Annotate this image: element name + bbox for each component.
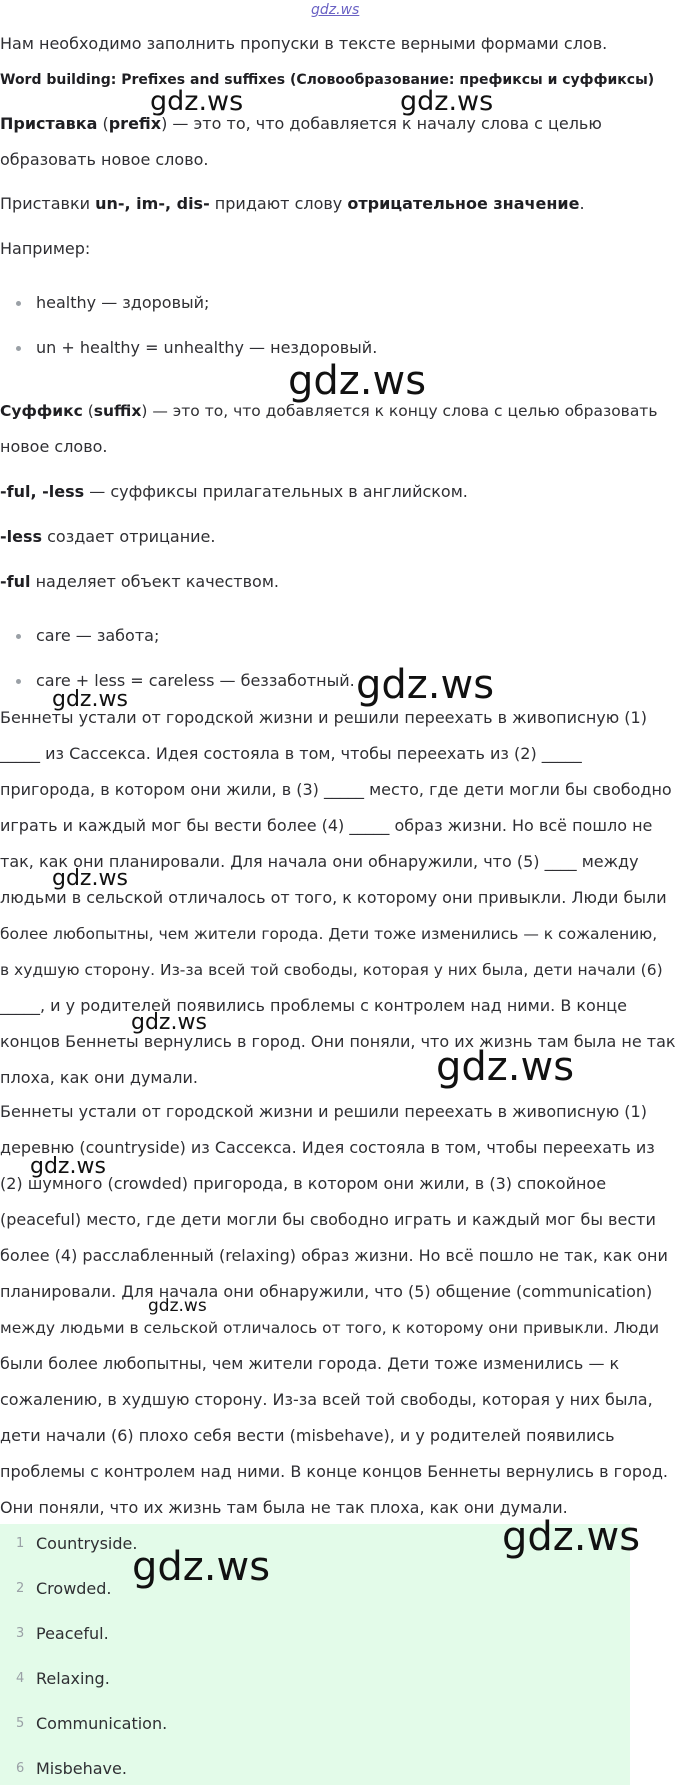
suffix-adjectives-rest: — суффиксы прилагательных в английском. [84, 482, 468, 501]
watermark: gdz.ws [30, 1154, 106, 1179]
watermark: gdz.ws [502, 1514, 641, 1560]
answer-text: Communication. [36, 1714, 168, 1733]
filled-text-line: более (4) расслабленный (relaxing) образ жизни. Но всё пошло не так, как они [0, 1246, 668, 1265]
bullet-icon [16, 346, 21, 351]
answer-text: Crowded. [36, 1579, 112, 1598]
suffix-adjectives [0, 474, 676, 510]
list-item-text: care + less = careless — беззаботный. [36, 671, 355, 690]
answer-text: Peaceful. [36, 1624, 109, 1643]
prefix-negative-pre: Приставки [0, 194, 96, 213]
task-text-line: _____, и у родителей появились проблемы с контролем над ними. В конце [0, 996, 628, 1015]
prefix-definition-line1: — это то, что добавляется к началу слова с целью [167, 114, 602, 133]
task-text-line: играть и каждый мог бы вести более (4) _____ образ жизни. Но всё пошло не [0, 816, 653, 835]
task-text-line: _____ из Сассекса. Идея состояла в том, чтобы переехать из (2) _____ [0, 744, 582, 763]
suffix-definition: Суффикс (suffix) — это то, что добавляется к концу слова с целью образовать [0, 402, 658, 420]
answer-number: 3 [16, 1626, 25, 1641]
prefix-negative-list: un-, im-, dis- [95, 194, 210, 213]
task-text-line: плоха, как они думали. [0, 1068, 198, 1087]
filled-text-line: Беннеты устали от городской жизни и решили переехать в живописную (1) [0, 1102, 647, 1121]
filled-text-line: сожалению, в худшую сторону. Из-за всей той свободы, которая у них была, [0, 1390, 653, 1409]
suffix-term-en: suffix [93, 402, 142, 420]
suffix-adjectives-bold: -ful, -less [0, 482, 85, 501]
list-item-text: healthy — здоровый; [36, 293, 210, 312]
prefix-term-en: prefix [108, 114, 162, 133]
task-text-line: так, как они планировали. Для начала они обнаружили, что (5) ____ между [0, 852, 639, 871]
answer-number: 4 [16, 1671, 25, 1686]
prefix-negative-end: . [579, 194, 585, 213]
filled-text-line: дети начали (6) плохо себя вести (misbehave), и у родителей появились [0, 1426, 615, 1445]
task-text-line: более любопытны, чем жители города. Дети тоже изменились — к сожалению, [0, 925, 658, 943]
suffix-definition-line1: — это то, что добавляется к концу слова с целью образовать [147, 402, 658, 420]
task-text-line: пригорода, в котором они жили, в (3) _____ место, где дети могли бы свободно [0, 780, 672, 799]
prefix-definition-line2: образовать новое слово. [0, 150, 209, 169]
prefix-negative-bold: отрицательное значение [347, 194, 580, 213]
list-item-text: care — забота; [36, 626, 160, 645]
suffix-ful [0, 564, 676, 600]
suffix-definition-line2: новое слово. [0, 437, 108, 456]
task-text-line: концов Беннеты вернулись в город. Они поняли, что их жизнь там была не так [0, 1032, 676, 1051]
filled-text-line: проблемы с контролем над ними. В конце концов Беннеты вернулись в город. [0, 1462, 668, 1481]
suffix-ful-rest: наделяет объект качеством. [30, 572, 279, 591]
answers-list [0, 1524, 630, 1785]
section-heading: Word building: Prefixes and suffixes (Словообразование: префиксы и суффиксы) [0, 72, 655, 88]
bullet-icon [16, 634, 21, 639]
answer-text: Relaxing. [36, 1669, 110, 1688]
watermark-top-link[interactable]: gdz.ws [311, 2, 360, 18]
watermark: gdz.ws [131, 1010, 207, 1035]
filled-text-line: (2) шумного (crowded) пригорода, в котором они жили, в (3) спокойное [0, 1174, 607, 1193]
filled-text-line: планировали. Для начала они обнаружили, что (5) общение (communication) [0, 1282, 653, 1301]
task-instruction: Нам необходимо заполнить пропуски в тексте верными формами слов. [0, 34, 608, 53]
filled-text-line: деревню (countryside) из Сассекса. Идея состояла в том, чтобы переехать из [0, 1138, 655, 1157]
watermark: gdz.ws [148, 1296, 207, 1316]
prefix-negative-mid: придают слову [209, 194, 348, 213]
suffix-less [0, 519, 676, 555]
task-text-line: Беннеты устали от городской жизни и решили переехать в живописную (1) [0, 708, 647, 727]
watermark: gdz.ws [436, 1044, 575, 1090]
answer-number: 1 [16, 1536, 25, 1551]
watermark: gdz.ws [132, 1544, 271, 1590]
task-text-line: людьми в сельской отличалось от того, к которому они привыкли. Люди были [0, 888, 667, 907]
suffix-term: Суффикс [0, 402, 83, 420]
suffix-less-bold: -less [0, 527, 43, 546]
answer-text: Misbehave. [36, 1759, 127, 1778]
suffix-ful-bold: -ful [0, 572, 31, 591]
bullet-icon [16, 679, 21, 684]
filled-text-line: между людьми в сельской отличалось от того, к которому они привыкли. Люди [0, 1319, 660, 1337]
watermark: gdz.ws [150, 86, 244, 117]
watermark: gdz.ws [356, 662, 495, 708]
prefix-negative [0, 186, 676, 222]
answer-number: 6 [16, 1761, 25, 1776]
task-text-line: в худшую сторону. Из-за всей той свободы, которая у них была, дети начали (6) [0, 961, 663, 979]
filled-text-line: были более любопытны, чем жители города. Дети тоже изменились — к [0, 1354, 620, 1373]
prefix-definition: Приставка (prefix) — это то, что добавляется к началу слова с целью [0, 114, 602, 133]
suffix-less-rest: создает отрицание. [42, 527, 216, 546]
filled-text-line: (peaceful) место, где дети могли бы свободно играть и каждый мог бы вести [0, 1210, 656, 1229]
watermark: gdz.ws [52, 866, 128, 891]
watermark: gdz.ws [288, 358, 427, 404]
answer-number: 2 [16, 1581, 25, 1596]
bullet-icon [16, 301, 21, 306]
example-label: Например: [0, 239, 91, 258]
answer-number: 5 [16, 1716, 25, 1731]
prefix-term: Приставка [0, 114, 98, 133]
watermark: gdz.ws [400, 86, 494, 117]
list-item-text: un + healthy = unhealthy — нездоровый. [36, 338, 378, 357]
watermark: gdz.ws [52, 687, 128, 712]
answer-text: Countryside. [36, 1534, 138, 1553]
filled-text-line: Они поняли, что их жизнь там была не так плоха, как они думали. [0, 1498, 568, 1517]
